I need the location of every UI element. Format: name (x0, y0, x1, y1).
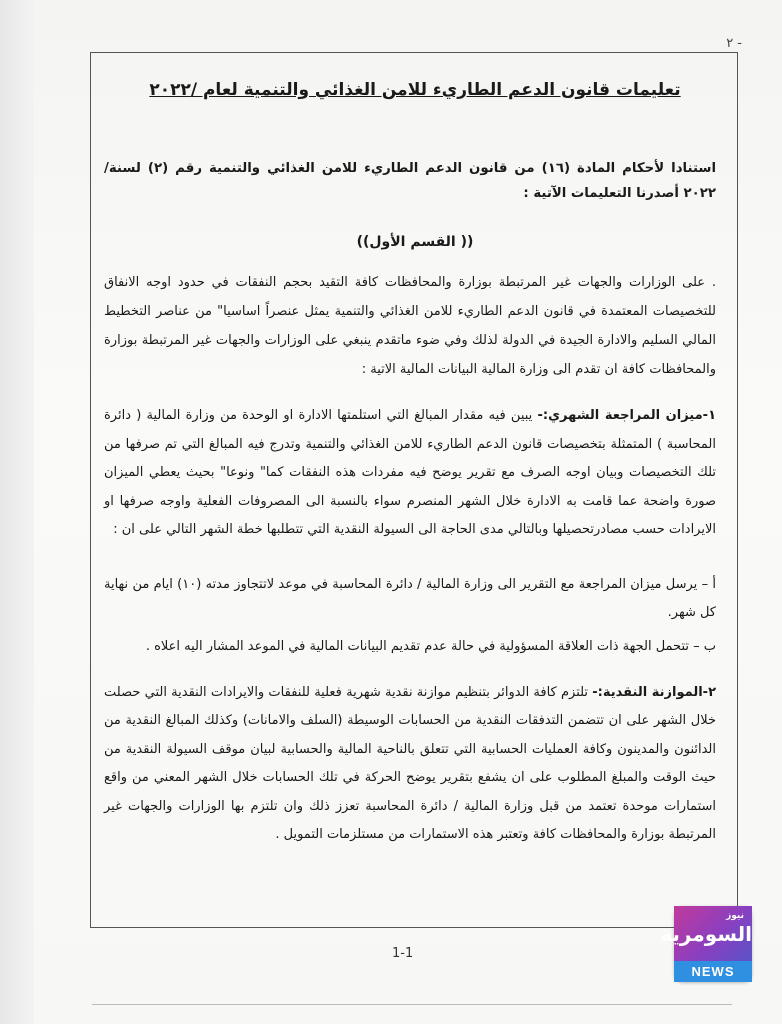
item-2-heading: ٢-الموازنة النقدية:- (592, 684, 717, 700)
logo-news-text: NEWS (674, 961, 752, 982)
item-1-trial-balance (104, 402, 716, 545)
item-2-cash-budget (104, 679, 716, 850)
scan-edge-shadow (0, 0, 34, 1024)
page-number: 1-1 (392, 946, 414, 961)
document-body (104, 70, 726, 850)
intro-paragraph: استنادا لأحكام المادة (١٦) من قانون الدعم الطاريء للامن الغذائي والتنمية رقم (٢) لسنة/٢٠٢٢ أصدرنا التعليمات الآتية : (104, 161, 716, 201)
section-heading: (( القسم الأول)) (356, 234, 474, 250)
paragraph-1: . على الوزارات والجهات غير المرتبطة بوزارة والمحافظات كافة التقيد بحجم النفقات في حدود اوجه الانفاق للتخصيصات المعتمدة في قانون الدعم الطاريء للامن الغذائي والتنمية يمثل عنصراً اساسيا" من عناصر التخطيط المالي السليم والادارة الجيدة في الدولة لذلك وفي ضوء ماتقدم ينبغي على الوزارات والجهات غير المرتبطة بوزارة والمحافظات كافة ان تقدم الى وزارة المالية البيانات المالية الاتية : (104, 275, 716, 377)
item-2-body: تلتزم كافة الدوائر بتنظيم موازنة نقدية شهرية فعلية للنفقات والايرادات النقدية التي حصلت خلال الشهر على ان تتضمن التدفقات النقدية من الحسابات الوسيطة (السلف والامانات) وكذلك المبالغ النقدية من الدائنون والمدينون وكافة العمليات الحسابية التي تتعلق بالناحية المالية والحسابية لبيان موقف السيولة النقدية من حيث الوقت والمبلغ المطلوب على ان يشفع بتقرير يوضح الحركة في تلك الحسابات خلال الشهر المعني من واقع استمارات موحدة تعتمد من قبل وزارة المالية / دائرة المحاسبة تعزز ذلك وان تلتزم بها الوزارات والجهات غير المرتبطة بوزارة والمحافظات كافة وتعتبر هذه الاستمارات من مستلزمات التمويل . (104, 684, 716, 842)
logo-small-text: نيوز (726, 911, 744, 921)
item-1-heading: ١-ميزان المراجعة الشهري:- (537, 408, 716, 423)
item-1-body: يبين فيه مقدار المبالغ التي استلمتها الادارة او الوحدة من وزارة المالية ( دائرة المحاسبة ) المتمثلة بتخصيصات قانون الدعم الطاريء للامن الغذائي والتنمية وتدرج فيه المبالغ التي تم صرفها من تلك التخصيصات وبيان اوجه الصرف مع تقرير يوضح فيه مفردات هذه النفقات كما" ونوعا" بحيث يعطي الميزان صورة واضحة عما قامت به الادارة خلال الشهر المنصرم سواء بالنسبة الى المصروفات الفعلية واوجه صرفها او الايرادات حسب مصادرتحصيلها وبالتالي مدى الحاجة الى السيولة النقدية التي تتطلبها خطة الشهر التالي على ان : (104, 408, 716, 537)
logo-top-panel (660, 906, 752, 961)
item-1-sub-a: أ – يرسل ميزان المراجعة مع التقرير الى وزارة المالية / دائرة المحاسبة في موعد لاتتجاوز مدته (١٠) ايام من نهاية كل شهر. (104, 576, 716, 620)
bottom-divider (92, 1004, 732, 1005)
item-1-sub-b: ب – تتحمل الجهة ذات العلاقة المسؤولية في حالة عدم تقديم البيانات المالية في الموعد المشار اليه اعلاه . (145, 638, 716, 654)
page-top-mark: ٢ - (726, 36, 742, 51)
logo-main-text: السومرية (660, 922, 752, 946)
news-watermark-logo (660, 906, 752, 982)
document-title: تعليمات قانون الدعم الطاريء للامن الغذائي والتنمية لعام /٢٠٢٢ (149, 80, 681, 100)
